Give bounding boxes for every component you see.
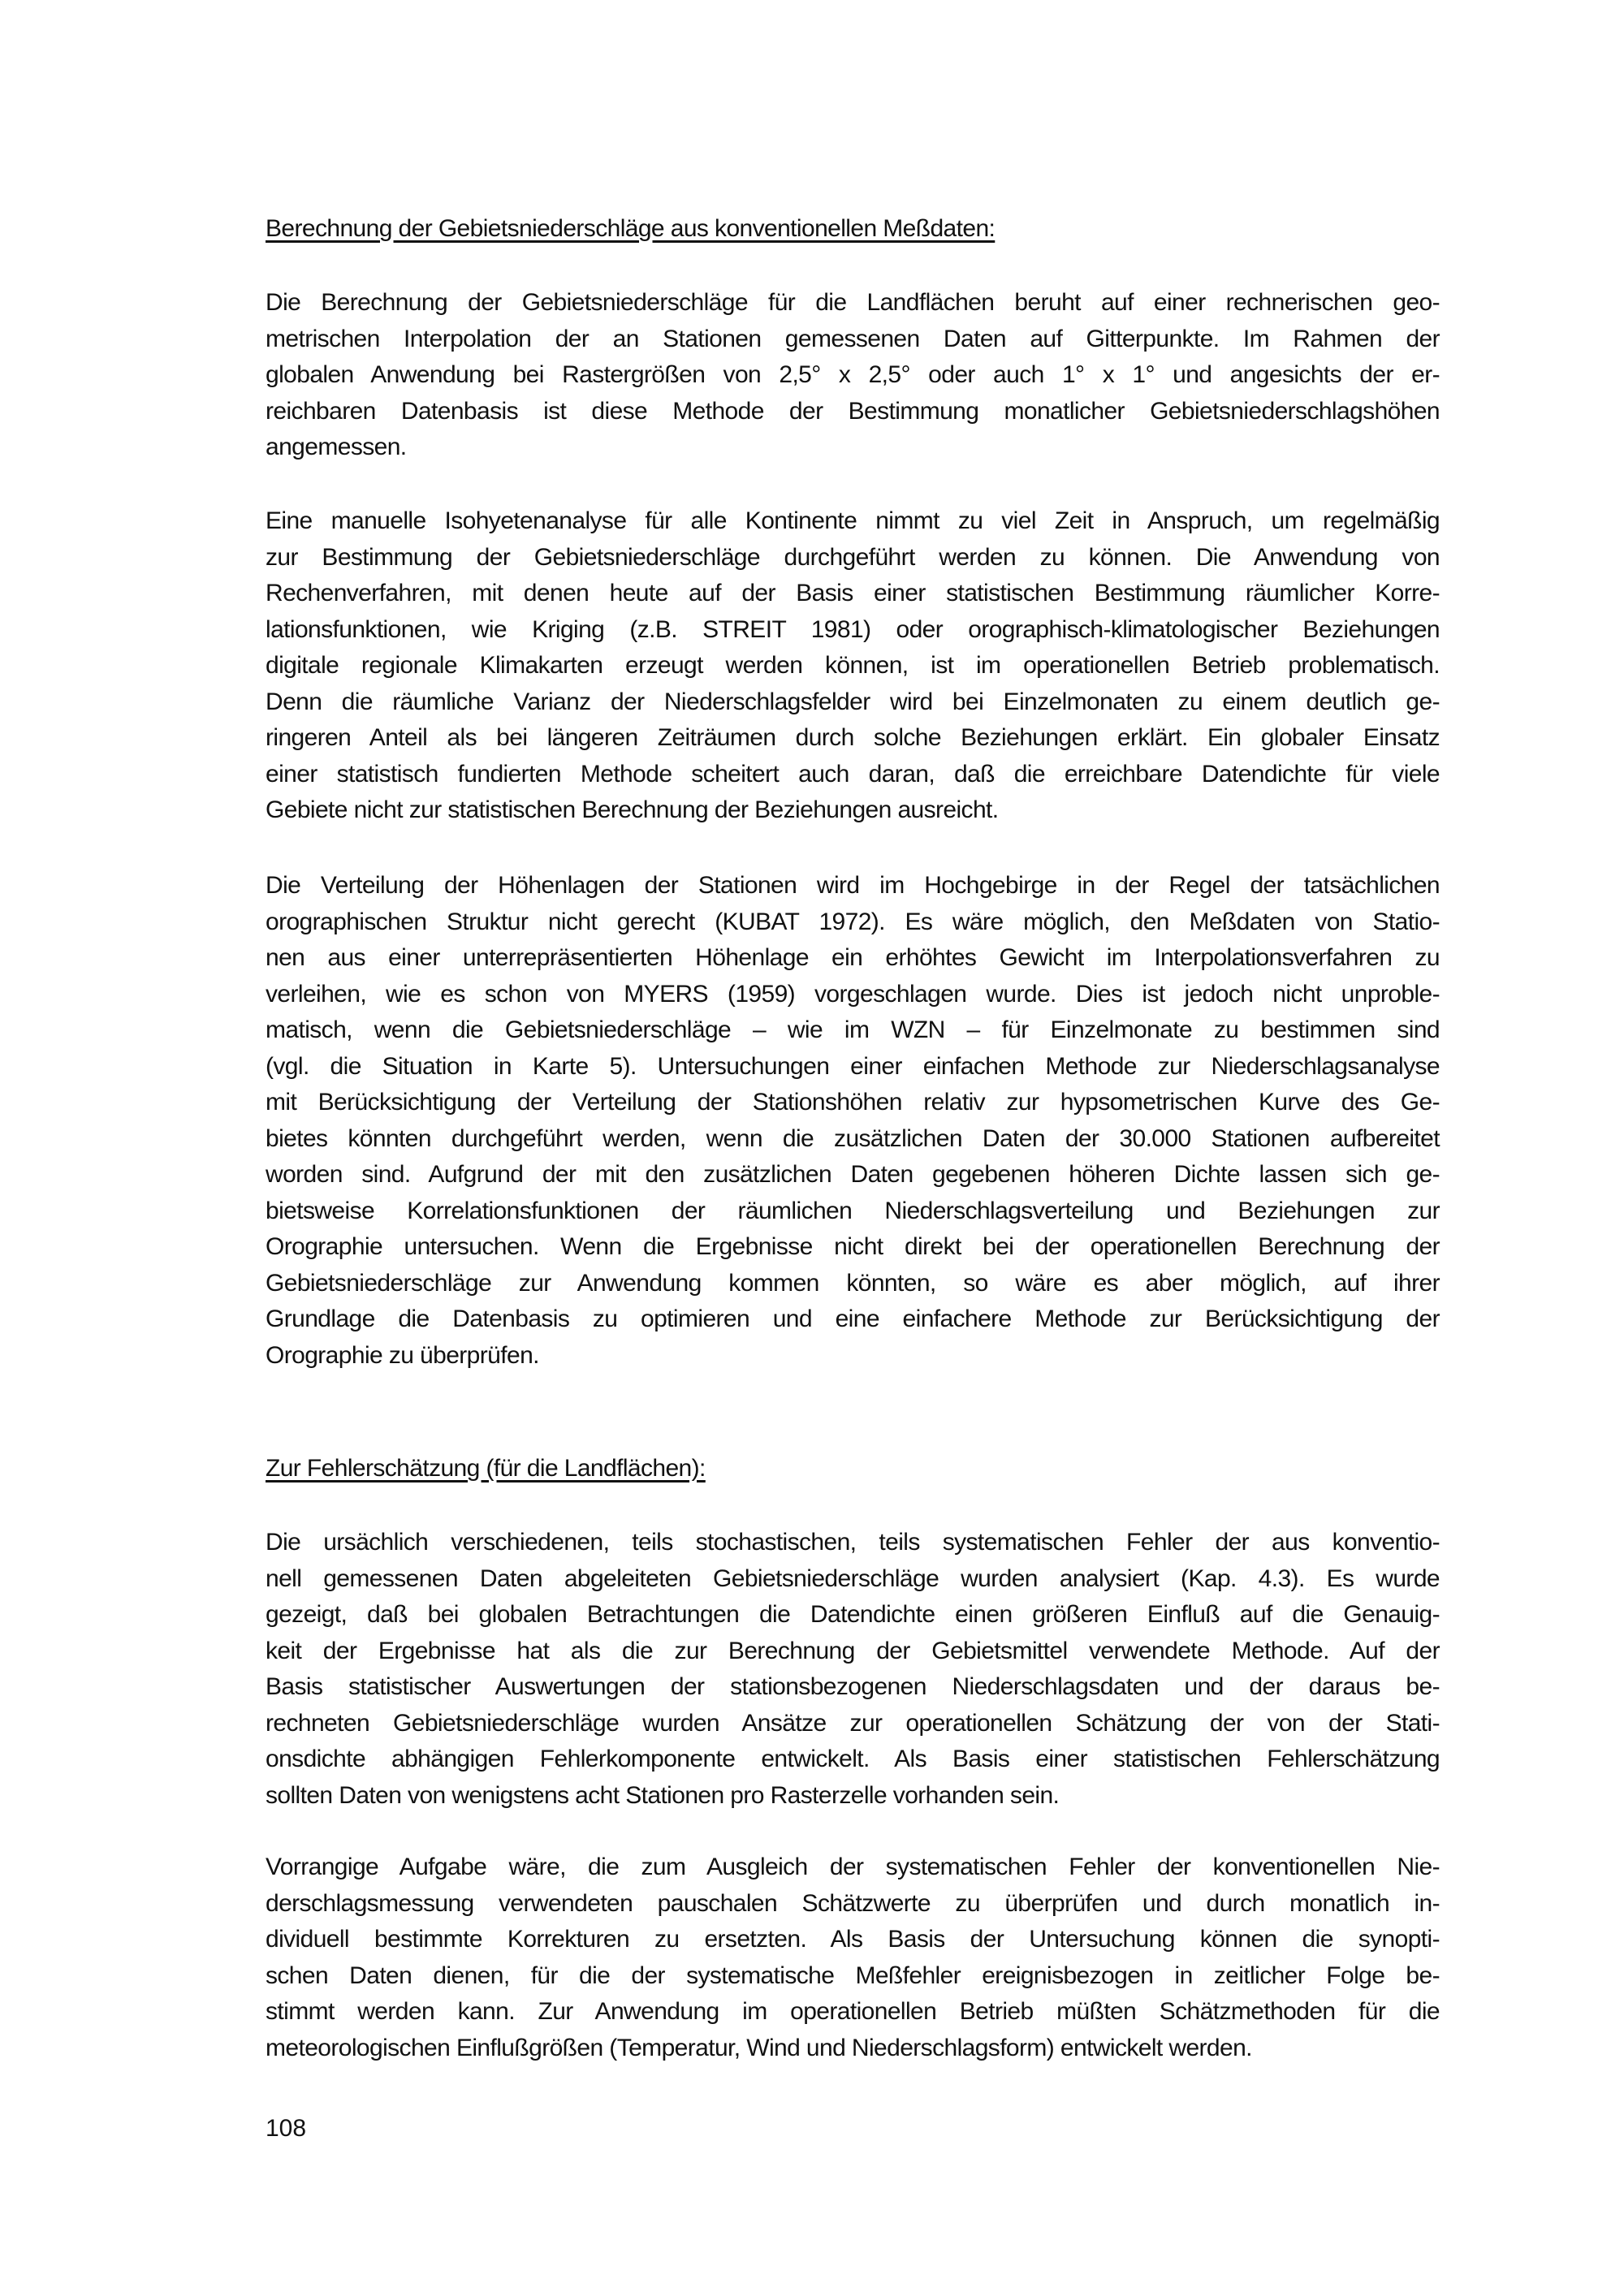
text-line: Rechenverfahren, mit denen heute auf der Basis einer statistischen Bestimmung räumlicher Korre-: [266, 580, 1440, 606]
text-line: reichbaren Datenbasis ist diese Methode der Bestimmung monatlicher Gebietsniederschlagshöhen: [266, 397, 1440, 425]
text-line: rechneten Gebietsniederschläge wurden Ansätze zur operationellen Schätzung der von der Stati-: [266, 1709, 1440, 1737]
text-line: Orographie untersuchen. Wenn die Ergebnisse nicht direkt bei der operationellen Berechnung der: [266, 1233, 1440, 1260]
text-line: Eine manuelle Isohyetenanalyse für alle Kontinente nimmt zu viel Zeit in Anspruch, um regelmäßig: [266, 507, 1440, 534]
text-line: Gebietsniederschläge zur Anwendung kommen könnten, so wäre es aber möglich, auf ihrer: [266, 1269, 1440, 1297]
text-line: gezeigt, daß bei globalen Betrachtungen die Datendichte einen größeren Einfluß auf die Genauig-: [266, 1601, 1440, 1628]
text-line: matisch, wenn die Gebietsniederschläge – wie im WZN – für Einzelmonate zu bestimmen sind: [266, 1016, 1440, 1043]
text-line: Die Verteilung der Höhenlagen der Stationen wird im Hochgebirge in der Regel der tatsächlichen: [266, 872, 1440, 899]
text-line: meteorologischen Einflußgrößen (Temperatur, Wind und Niederschlagsform) entwickelt werden.: [266, 2034, 1252, 2061]
text-line: bietes könnten durchgeführt werden, wenn die zusätzlichen Daten der 30.000 Stationen aufbereitet: [266, 1124, 1440, 1152]
text-line: derschlagsmessung verwendeten pauschalen Schätzwerte zu überprüfen und durch monatlich in-: [266, 1889, 1440, 1917]
text-line: keit der Ergebnisse hat als die zur Berechnung der Gebietsmittel verwendete Methode. Auf der: [266, 1637, 1440, 1664]
text-line: Grundlage die Datenbasis zu optimieren und eine einfachere Methode zur Berücksichtigung der: [266, 1306, 1440, 1332]
text-line: dividuell bestimmte Korrekturen zu ersetzten. Als Basis der Untersuchung können die synopti-: [266, 1926, 1440, 1953]
text-line: Gebiete nicht zur statistischen Berechnung der Beziehungen ausreicht.: [266, 796, 999, 823]
text-line: Vorrangige Aufgabe wäre, die zum Ausgleich der systematischen Fehler der konventionellen Nie-: [266, 1854, 1440, 1880]
text-line: stimmt werden kann. Zur Anwendung im operationellen Betrieb müßten Schätzmethoden für die: [266, 1998, 1440, 2025]
text-line: Die Berechnung der Gebietsniederschläge für die Landflächen beruht auf einer rechnerischen geo-: [266, 289, 1440, 316]
text-line: Basis statistischer Auswertungen der stationsbezogenen Niederschlagsdaten und der daraus be-: [266, 1673, 1440, 1700]
section-heading-areal-precipitation: Berechnung der Gebietsniederschläge aus konventionellen Meßdaten:: [266, 215, 996, 242]
text-line: schen Daten dienen, für die der systematische Meßfehler ereignisbezogen in zeitlicher Folge be-: [266, 1962, 1440, 1989]
text-line: ringeren Anteil als bei längeren Zeiträumen durch solche Beziehungen erklärt. Ein globaler Einsatz: [266, 724, 1440, 751]
text-line: nen aus einer unterrepräsentierten Höhenlage ein erhöhtes Gewicht im Interpolationsverfahren zu: [266, 944, 1440, 971]
text-line: metrischen Interpolation der an Stationen gemessenen Daten auf Gitterpunkte. Im Rahmen der: [266, 325, 1440, 352]
text-line: zur Bestimmung der Gebietsniederschläge durchgeführt werden zu können. Die Anwendung von: [266, 543, 1440, 571]
text-line: worden sind. Aufgrund der mit den zusätzlichen Daten gegebenen höheren Dichte lassen sich ge-: [266, 1161, 1440, 1188]
text-line: onsdichte abhängigen Fehlerkomponente entwickelt. Als Basis einer statistischen Fehlerschätzung: [266, 1746, 1440, 1772]
section-heading-error-estimation: Zur Fehlerschätzung (für die Landflächen):: [266, 1455, 706, 1482]
text-line: bietsweise Korrelationsfunktionen der räumlichen Niederschlagsverteilung und Beziehungen zur: [266, 1197, 1440, 1224]
text-line: mit Berücksichtigung der Verteilung der Stationshöhen relativ zur hypsometrischen Kurve des Ge-: [266, 1089, 1440, 1116]
text-line: digitale regionale Klimakarten erzeugt werden können, ist im operationellen Betrieb problematisch.: [266, 652, 1440, 679]
text-line: lationsfunktionen, wie Kriging (z.B. STREIT 1981) oder orographisch-klimatologischer Beziehungen: [266, 615, 1440, 643]
text-line: sollten Daten von wenigstens acht Stationen pro Rasterzelle vorhanden sein.: [266, 1781, 1060, 1809]
text-line: orographischen Struktur nicht gerecht (KUBAT 1972). Es wäre möglich, den Meßdaten von Statio-: [266, 908, 1440, 935]
text-line: globalen Anwendung bei Rastergrößen von 2,5° x 2,5° oder auch 1° x 1° und angesichts der er-: [266, 361, 1440, 388]
text-line: Orographie zu überprüfen.: [266, 1341, 539, 1369]
text-line: einer statistisch fundierten Methode scheitert auch daran, daß die erreichbare Datendichte für viele: [266, 760, 1440, 788]
text-line: verleihen, wie es schon von MYERS (1959) vorgeschlagen wurde. Dies ist jedoch nicht unproble-: [266, 980, 1440, 1008]
text-line: nell gemessenen Daten abgeleiteten Gebietsniederschläge wurden analysiert (Kap. 4.3). Es wurde: [266, 1564, 1440, 1592]
text-line: Die ursächlich verschiedenen, teils stochastischen, teils systematischen Fehler der aus konventio-: [266, 1529, 1440, 1556]
text-line: angemessen.: [266, 434, 407, 460]
page-number: 108: [266, 2115, 307, 2142]
text-line: Denn die räumliche Varianz der Niederschlagsfelder wird bei Einzelmonaten zu einem deutlich ge-: [266, 688, 1440, 715]
text-line: (vgl. die Situation in Karte 5). Untersuchungen einer einfachen Methode zur Niederschlagsanalyse: [266, 1052, 1440, 1080]
